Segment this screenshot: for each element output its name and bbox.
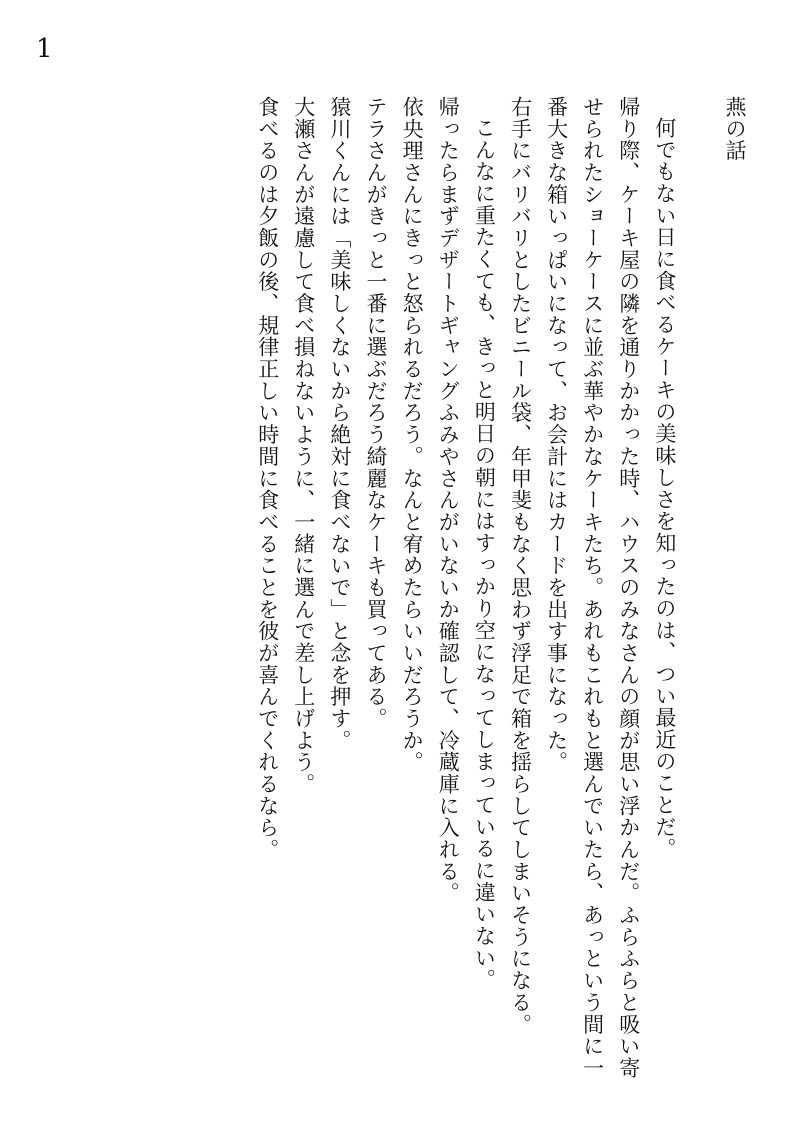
paragraph-1: 何でもない日に食べるケーキの美味しさを知ったのは、つい最近のことだ。 [652,117,677,860]
paragraph-10: 食べるのは夕飯の後、規律正しい時間に食べることを彼が喜んでくれるなら。 [255,96,280,861]
story-title: 燕の話 [723,96,747,162]
vertical-text-body [13,96,753,1096]
page-number: 1 [36,34,53,64]
paragraph-6: 依央理さんにきっと怒られるだろう。なんと宥めたらいいだろうか。 [400,96,425,774]
paragraph-5: 帰ったらまずデザートギャングふみやさんがいないか確認して、冷蔵庫に入れる。 [436,96,461,905]
paragraph-2: 帰り際、ケーキ屋の隣を通りかかった時、ハウスのみなさんの顔が思い浮かんだ。ふらふらと吸い寄せられたショーケースに並ぶ華やかなケーキたち。あれもこれもと選んでいたら、あっという間に一番大きな箱いっぱいになって、お会計にはカードを出す事になった。 [544,96,641,1079]
paragraph-8: 猿川くんには「美味しくないから絶対に食べないで」と念を押す。 [327,96,352,752]
paragraph-4: こんなに重たくても、きっと明日の朝にはすっかり空になってしまっているに違いない。 [472,117,497,991]
paragraph-7: テラさんがきっと一番に選ぶだろう綺麗なケーキも買ってある。 [364,96,389,730]
paragraph-3: 右手にバリバリとしたビニール袋、年甲斐もなく思わず浮足で箱を揺らしてしまいそうになる。 [508,96,533,1036]
paragraph-9: 大瀬さんが遠慮して食べ損ねないように、一緒に選んで差し上げよう。 [291,96,316,795]
